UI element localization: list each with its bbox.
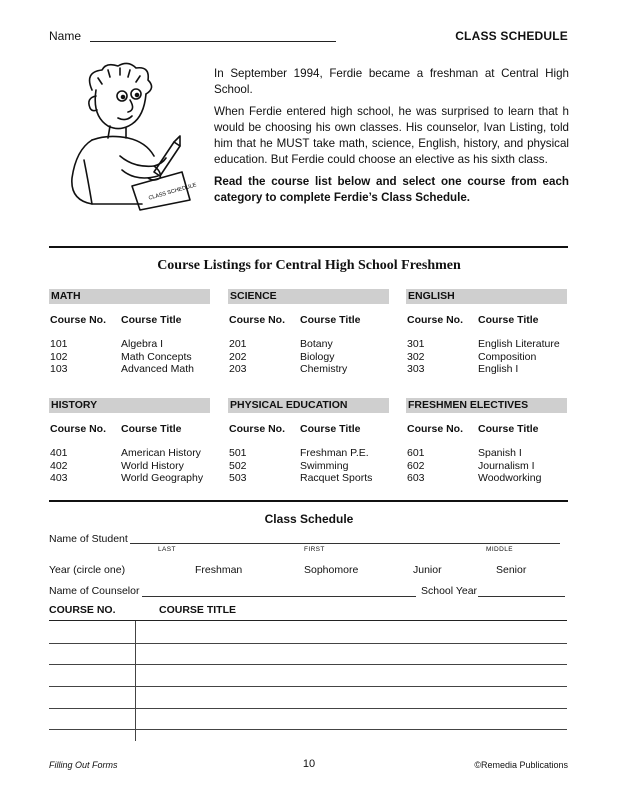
intro-paragraph-2: When Ferdie entered high school, he was surprised to learn that h would be choosing his own classes. His counselor, Ivan Listing, told him that he MUST take math, science, English, history, and physical education. But Ferdie could choose an elective as his sixth class. bbox=[214, 105, 569, 166]
course-row: 303 English I bbox=[407, 363, 519, 375]
illustration-paper-text: CLASS SCHEDULE bbox=[147, 182, 198, 202]
year-option-freshman[interactable]: Freshman bbox=[195, 564, 243, 576]
name-field[interactable] bbox=[90, 41, 336, 42]
course-row: 403 World Geography bbox=[50, 472, 204, 484]
category-heading: FRESHMEN ELECTIVES bbox=[406, 398, 567, 413]
col-course-no: Course No. bbox=[229, 423, 286, 435]
middle-sublabel: MIDDLE bbox=[486, 546, 513, 553]
header-course-no: COURSE NO. bbox=[49, 604, 116, 616]
category-english bbox=[406, 289, 567, 376]
category-heading: SCIENCE bbox=[228, 289, 389, 304]
footer-left: Filling Out Forms bbox=[49, 760, 118, 770]
course-row: 501 Freshman P.E. bbox=[229, 447, 369, 459]
course-row: 502 Swimming bbox=[229, 459, 349, 472]
course-row: 203 Chemistry bbox=[229, 363, 348, 375]
schedule-row-line[interactable] bbox=[49, 708, 567, 709]
year-label: Year (circle one) bbox=[49, 564, 126, 576]
category-history bbox=[49, 398, 210, 485]
schedule-row-line[interactable] bbox=[49, 643, 567, 644]
category-heading: PHYSICAL EDUCATION bbox=[228, 398, 389, 413]
header-course-title: COURSE TITLE bbox=[159, 604, 237, 616]
footer-right: ©Remedia Publications bbox=[474, 760, 568, 770]
col-course-no: Course No. bbox=[50, 314, 107, 326]
course-row: 301 English Literature bbox=[407, 338, 560, 350]
student-name-label: Name of Student bbox=[49, 533, 128, 545]
intro-text bbox=[214, 66, 569, 212]
student-writing-illustration bbox=[62, 60, 198, 210]
course-row: 603 Woodworking bbox=[407, 472, 542, 484]
course-row: 601 Spanish I bbox=[407, 447, 522, 459]
course-row: 101 Algebra I bbox=[50, 338, 164, 350]
category-heading: MATH bbox=[49, 289, 210, 304]
year-option-junior[interactable]: Junior bbox=[413, 564, 442, 576]
divider-bottom bbox=[49, 500, 568, 502]
course-row: 402 World History bbox=[50, 459, 184, 472]
col-course-title: Course Title bbox=[121, 423, 182, 435]
schedule-table-top bbox=[49, 620, 567, 621]
course-row: 201 Botany bbox=[229, 338, 333, 350]
year-option-sophomore[interactable]: Sophomore bbox=[304, 564, 359, 576]
schedule-title: Class Schedule bbox=[264, 512, 354, 526]
instruction-text: Read the course list below and select one course from each category to complete Ferdie’s Class Schedule. bbox=[214, 175, 569, 204]
col-course-title: Course Title bbox=[478, 314, 539, 326]
course-row: 602 Journalism I bbox=[407, 459, 535, 472]
school-year-field[interactable] bbox=[478, 596, 565, 597]
course-row: 102 Math Concepts bbox=[50, 350, 192, 363]
col-course-title: Course Title bbox=[300, 423, 361, 435]
category-math bbox=[49, 289, 210, 376]
schedule-row-line[interactable] bbox=[49, 686, 567, 687]
divider-top bbox=[49, 246, 568, 248]
schedule-column-divider bbox=[135, 621, 136, 741]
schedule-row-line[interactable] bbox=[49, 729, 567, 730]
page-number: 10 bbox=[302, 758, 316, 770]
course-row: 401 American History bbox=[50, 447, 201, 459]
col-course-title: Course Title bbox=[300, 314, 361, 326]
schedule-row-line[interactable] bbox=[49, 664, 567, 665]
col-course-no: Course No. bbox=[407, 314, 464, 326]
course-row: 202 Biology bbox=[229, 350, 335, 363]
course-row: 302 Composition bbox=[407, 350, 537, 363]
col-course-no: Course No. bbox=[407, 423, 464, 435]
col-course-no: Course No. bbox=[50, 423, 107, 435]
year-option-senior[interactable]: Senior bbox=[496, 564, 527, 576]
category-science bbox=[228, 289, 389, 376]
col-course-title: Course Title bbox=[121, 314, 182, 326]
col-course-no: Course No. bbox=[229, 314, 286, 326]
intro-paragraph-1: In September 1994, Ferdie became a freshman at Central High School. bbox=[214, 67, 569, 96]
col-course-title: Course Title bbox=[478, 423, 539, 435]
category-heading: HISTORY bbox=[49, 398, 210, 413]
category-freshmen-electives bbox=[406, 398, 567, 485]
category-physical-education bbox=[228, 398, 389, 485]
student-name-field[interactable] bbox=[130, 543, 560, 544]
course-listing-title: Course Listings for Central High School Freshmen bbox=[157, 258, 461, 273]
counselor-label: Name of Counselor bbox=[49, 585, 140, 597]
counselor-field[interactable] bbox=[142, 596, 416, 597]
category-heading: ENGLISH bbox=[406, 289, 567, 304]
last-sublabel: LAST bbox=[158, 546, 176, 553]
course-row: 103 Advanced Math bbox=[50, 363, 194, 375]
first-sublabel: FIRST bbox=[304, 546, 325, 553]
school-year-label: School Year bbox=[421, 585, 478, 597]
name-label: Name bbox=[49, 29, 82, 43]
course-row: 503 Racquet Sports bbox=[229, 472, 373, 484]
page-title: CLASS SCHEDULE bbox=[455, 29, 568, 43]
